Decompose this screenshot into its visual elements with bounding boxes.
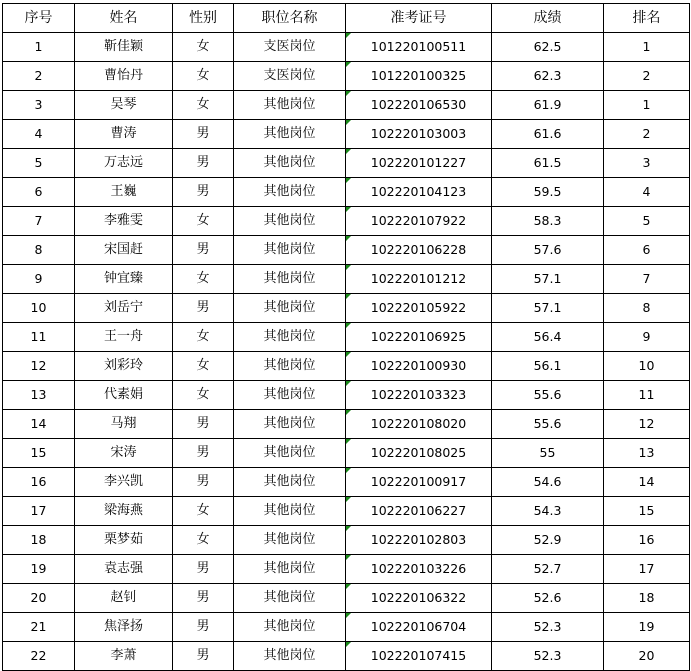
cell-gender: 女: [173, 62, 234, 91]
cell-position: 其他岗位: [234, 439, 346, 468]
header-cell-name: 姓名: [75, 4, 173, 33]
cell-name: 刘彩玲: [75, 352, 173, 381]
cell-rank: 1: [604, 91, 690, 120]
cell-gender: 男: [173, 613, 234, 642]
table-row: [3, 497, 690, 526]
cell-rank: 13: [604, 439, 690, 468]
cell-score: 57.1: [492, 294, 604, 323]
table-row: [3, 642, 690, 671]
cell-name: 刘岳宁: [75, 294, 173, 323]
cell-score: 52.3: [492, 642, 604, 671]
cell-ticket: 102220106530: [346, 91, 492, 120]
cell-index: 21: [3, 613, 75, 642]
cell-name: 代素娟: [75, 381, 173, 410]
cell-name: 宋国赶: [75, 236, 173, 265]
cell-ticket: 102220100917: [346, 468, 492, 497]
table-row: [3, 352, 690, 381]
table-row: [3, 381, 690, 410]
table-row: [3, 149, 690, 178]
cell-rank: 4: [604, 178, 690, 207]
cell-name: 马翔: [75, 410, 173, 439]
cell-score: 57.1: [492, 265, 604, 294]
cell-ticket: 102220108025: [346, 439, 492, 468]
table-row: [3, 584, 690, 613]
cell-ticket: 102220106227: [346, 497, 492, 526]
cell-score: 62.5: [492, 33, 604, 62]
cell-ticket: 102220103323: [346, 381, 492, 410]
cell-score: 54.3: [492, 497, 604, 526]
cell-gender: 女: [173, 91, 234, 120]
table-row: [3, 526, 690, 555]
cell-index: 3: [3, 91, 75, 120]
cell-ticket: 102220101212: [346, 265, 492, 294]
cell-score: 59.5: [492, 178, 604, 207]
cell-name: 吴琴: [75, 91, 173, 120]
cell-ticket: 102220108020: [346, 410, 492, 439]
cell-name: 钟宜臻: [75, 265, 173, 294]
cell-ticket: 102220100930: [346, 352, 492, 381]
table-row: [3, 410, 690, 439]
cell-index: 9: [3, 265, 75, 294]
header-cell-ticket: 准考证号: [346, 4, 492, 33]
cell-rank: 3: [604, 149, 690, 178]
cell-ticket: 102220103226: [346, 555, 492, 584]
table-row: [3, 120, 690, 149]
cell-name: 曹怡丹: [75, 62, 173, 91]
cell-position: 其他岗位: [234, 207, 346, 236]
cell-score: 61.5: [492, 149, 604, 178]
cell-gender: 男: [173, 178, 234, 207]
cell-index: 4: [3, 120, 75, 149]
cell-rank: 2: [604, 62, 690, 91]
cell-position: 其他岗位: [234, 410, 346, 439]
table-row: [3, 439, 690, 468]
table-row: [3, 555, 690, 584]
cell-gender: 女: [173, 352, 234, 381]
cell-name: 宋涛: [75, 439, 173, 468]
cell-index: 7: [3, 207, 75, 236]
cell-name: 王一舟: [75, 323, 173, 352]
cell-score: 55.6: [492, 381, 604, 410]
cell-score: 55: [492, 439, 604, 468]
cell-rank: 12: [604, 410, 690, 439]
cell-position: 其他岗位: [234, 381, 346, 410]
cell-rank: 20: [604, 642, 690, 671]
cell-position: 支医岗位: [234, 33, 346, 62]
cell-ticket: 102220102803: [346, 526, 492, 555]
cell-index: 11: [3, 323, 75, 352]
cell-gender: 男: [173, 236, 234, 265]
table-row: [3, 294, 690, 323]
cell-name: 袁志强: [75, 555, 173, 584]
header-cell-index: 序号: [3, 4, 75, 33]
cell-score: 58.3: [492, 207, 604, 236]
cell-rank: 15: [604, 497, 690, 526]
cell-gender: 女: [173, 33, 234, 62]
cell-name: 李萧: [75, 642, 173, 671]
cell-score: 52.3: [492, 613, 604, 642]
table-row: [3, 91, 690, 120]
cell-rank: 7: [604, 265, 690, 294]
cell-name: 栗梦茹: [75, 526, 173, 555]
cell-position: 其他岗位: [234, 323, 346, 352]
header-row: [3, 4, 690, 33]
cell-rank: 14: [604, 468, 690, 497]
cell-position: 其他岗位: [234, 294, 346, 323]
cell-score: 61.9: [492, 91, 604, 120]
cell-ticket: 102220106322: [346, 584, 492, 613]
cell-position: 支医岗位: [234, 62, 346, 91]
cell-gender: 男: [173, 468, 234, 497]
table-row: [3, 178, 690, 207]
table-row: [3, 613, 690, 642]
table-row: [3, 207, 690, 236]
cell-rank: 8: [604, 294, 690, 323]
table-row: [3, 62, 690, 91]
cell-index: 14: [3, 410, 75, 439]
cell-name: 赵钊: [75, 584, 173, 613]
cell-ticket: 102220106925: [346, 323, 492, 352]
cell-position: 其他岗位: [234, 352, 346, 381]
cell-position: 其他岗位: [234, 642, 346, 671]
cell-rank: 11: [604, 381, 690, 410]
cell-ticket: 102220105922: [346, 294, 492, 323]
cell-index: 2: [3, 62, 75, 91]
header-cell-rank: 排名: [604, 4, 690, 33]
cell-rank: 1: [604, 33, 690, 62]
cell-ticket: 102220101227: [346, 149, 492, 178]
cell-rank: 16: [604, 526, 690, 555]
cell-gender: 男: [173, 410, 234, 439]
cell-position: 其他岗位: [234, 555, 346, 584]
cell-position: 其他岗位: [234, 265, 346, 294]
cell-score: 52.7: [492, 555, 604, 584]
cell-gender: 女: [173, 381, 234, 410]
cell-gender: 女: [173, 323, 234, 352]
cell-score: 62.3: [492, 62, 604, 91]
cell-name: 梁海燕: [75, 497, 173, 526]
table-row: [3, 33, 690, 62]
header-cell-position: 职位名称: [234, 4, 346, 33]
cell-index: 12: [3, 352, 75, 381]
cell-index: 18: [3, 526, 75, 555]
cell-index: 22: [3, 642, 75, 671]
cell-ticket: 101220100511: [346, 33, 492, 62]
cell-score: 61.6: [492, 120, 604, 149]
cell-position: 其他岗位: [234, 178, 346, 207]
cell-ticket: 102220104123: [346, 178, 492, 207]
cell-gender: 男: [173, 584, 234, 613]
cell-ticket: 102220107922: [346, 207, 492, 236]
cell-name: 李雅雯: [75, 207, 173, 236]
cell-rank: 10: [604, 352, 690, 381]
cell-position: 其他岗位: [234, 120, 346, 149]
cell-score: 52.6: [492, 584, 604, 613]
cell-rank: 18: [604, 584, 690, 613]
cell-index: 15: [3, 439, 75, 468]
cell-score: 54.6: [492, 468, 604, 497]
cell-index: 6: [3, 178, 75, 207]
cell-position: 其他岗位: [234, 236, 346, 265]
cell-name: 王巍: [75, 178, 173, 207]
cell-score: 57.6: [492, 236, 604, 265]
cell-index: 19: [3, 555, 75, 584]
cell-score: 55.6: [492, 410, 604, 439]
cell-score: 56.1: [492, 352, 604, 381]
cell-gender: 女: [173, 265, 234, 294]
cell-score: 52.9: [492, 526, 604, 555]
header-cell-score: 成绩: [492, 4, 604, 33]
cell-name: 焦泽扬: [75, 613, 173, 642]
cell-position: 其他岗位: [234, 584, 346, 613]
table-header: [3, 4, 690, 33]
header-cell-gender: 性别: [173, 4, 234, 33]
cell-ticket: 101220100325: [346, 62, 492, 91]
cell-position: 其他岗位: [234, 468, 346, 497]
cell-position: 其他岗位: [234, 149, 346, 178]
table-row: [3, 468, 690, 497]
cell-gender: 男: [173, 555, 234, 584]
table-row: [3, 236, 690, 265]
cell-ticket: 102220107415: [346, 642, 492, 671]
cell-index: 13: [3, 381, 75, 410]
cell-score: 56.4: [492, 323, 604, 352]
cell-position: 其他岗位: [234, 497, 346, 526]
cell-rank: 5: [604, 207, 690, 236]
cell-name: 曹涛: [75, 120, 173, 149]
cell-index: 16: [3, 468, 75, 497]
cell-index: 1: [3, 33, 75, 62]
cell-rank: 9: [604, 323, 690, 352]
cell-gender: 男: [173, 642, 234, 671]
cell-name: 李兴凯: [75, 468, 173, 497]
cell-rank: 19: [604, 613, 690, 642]
score-table: [2, 3, 690, 671]
cell-name: 靳佳颖: [75, 33, 173, 62]
cell-position: 其他岗位: [234, 91, 346, 120]
cell-gender: 女: [173, 497, 234, 526]
cell-gender: 男: [173, 439, 234, 468]
cell-index: 20: [3, 584, 75, 613]
cell-gender: 女: [173, 526, 234, 555]
cell-gender: 男: [173, 149, 234, 178]
cell-ticket: 102220106704: [346, 613, 492, 642]
cell-name: 万志远: [75, 149, 173, 178]
cell-gender: 男: [173, 120, 234, 149]
cell-rank: 2: [604, 120, 690, 149]
cell-rank: 6: [604, 236, 690, 265]
cell-ticket: 102220103003: [346, 120, 492, 149]
cell-ticket: 102220106228: [346, 236, 492, 265]
cell-position: 其他岗位: [234, 613, 346, 642]
table-row: [3, 323, 690, 352]
cell-gender: 女: [173, 207, 234, 236]
cell-index: 8: [3, 236, 75, 265]
table-body: [3, 33, 690, 671]
cell-position: 其他岗位: [234, 526, 346, 555]
table-row: [3, 265, 690, 294]
cell-index: 17: [3, 497, 75, 526]
cell-rank: 17: [604, 555, 690, 584]
cell-index: 10: [3, 294, 75, 323]
cell-gender: 男: [173, 294, 234, 323]
cell-index: 5: [3, 149, 75, 178]
